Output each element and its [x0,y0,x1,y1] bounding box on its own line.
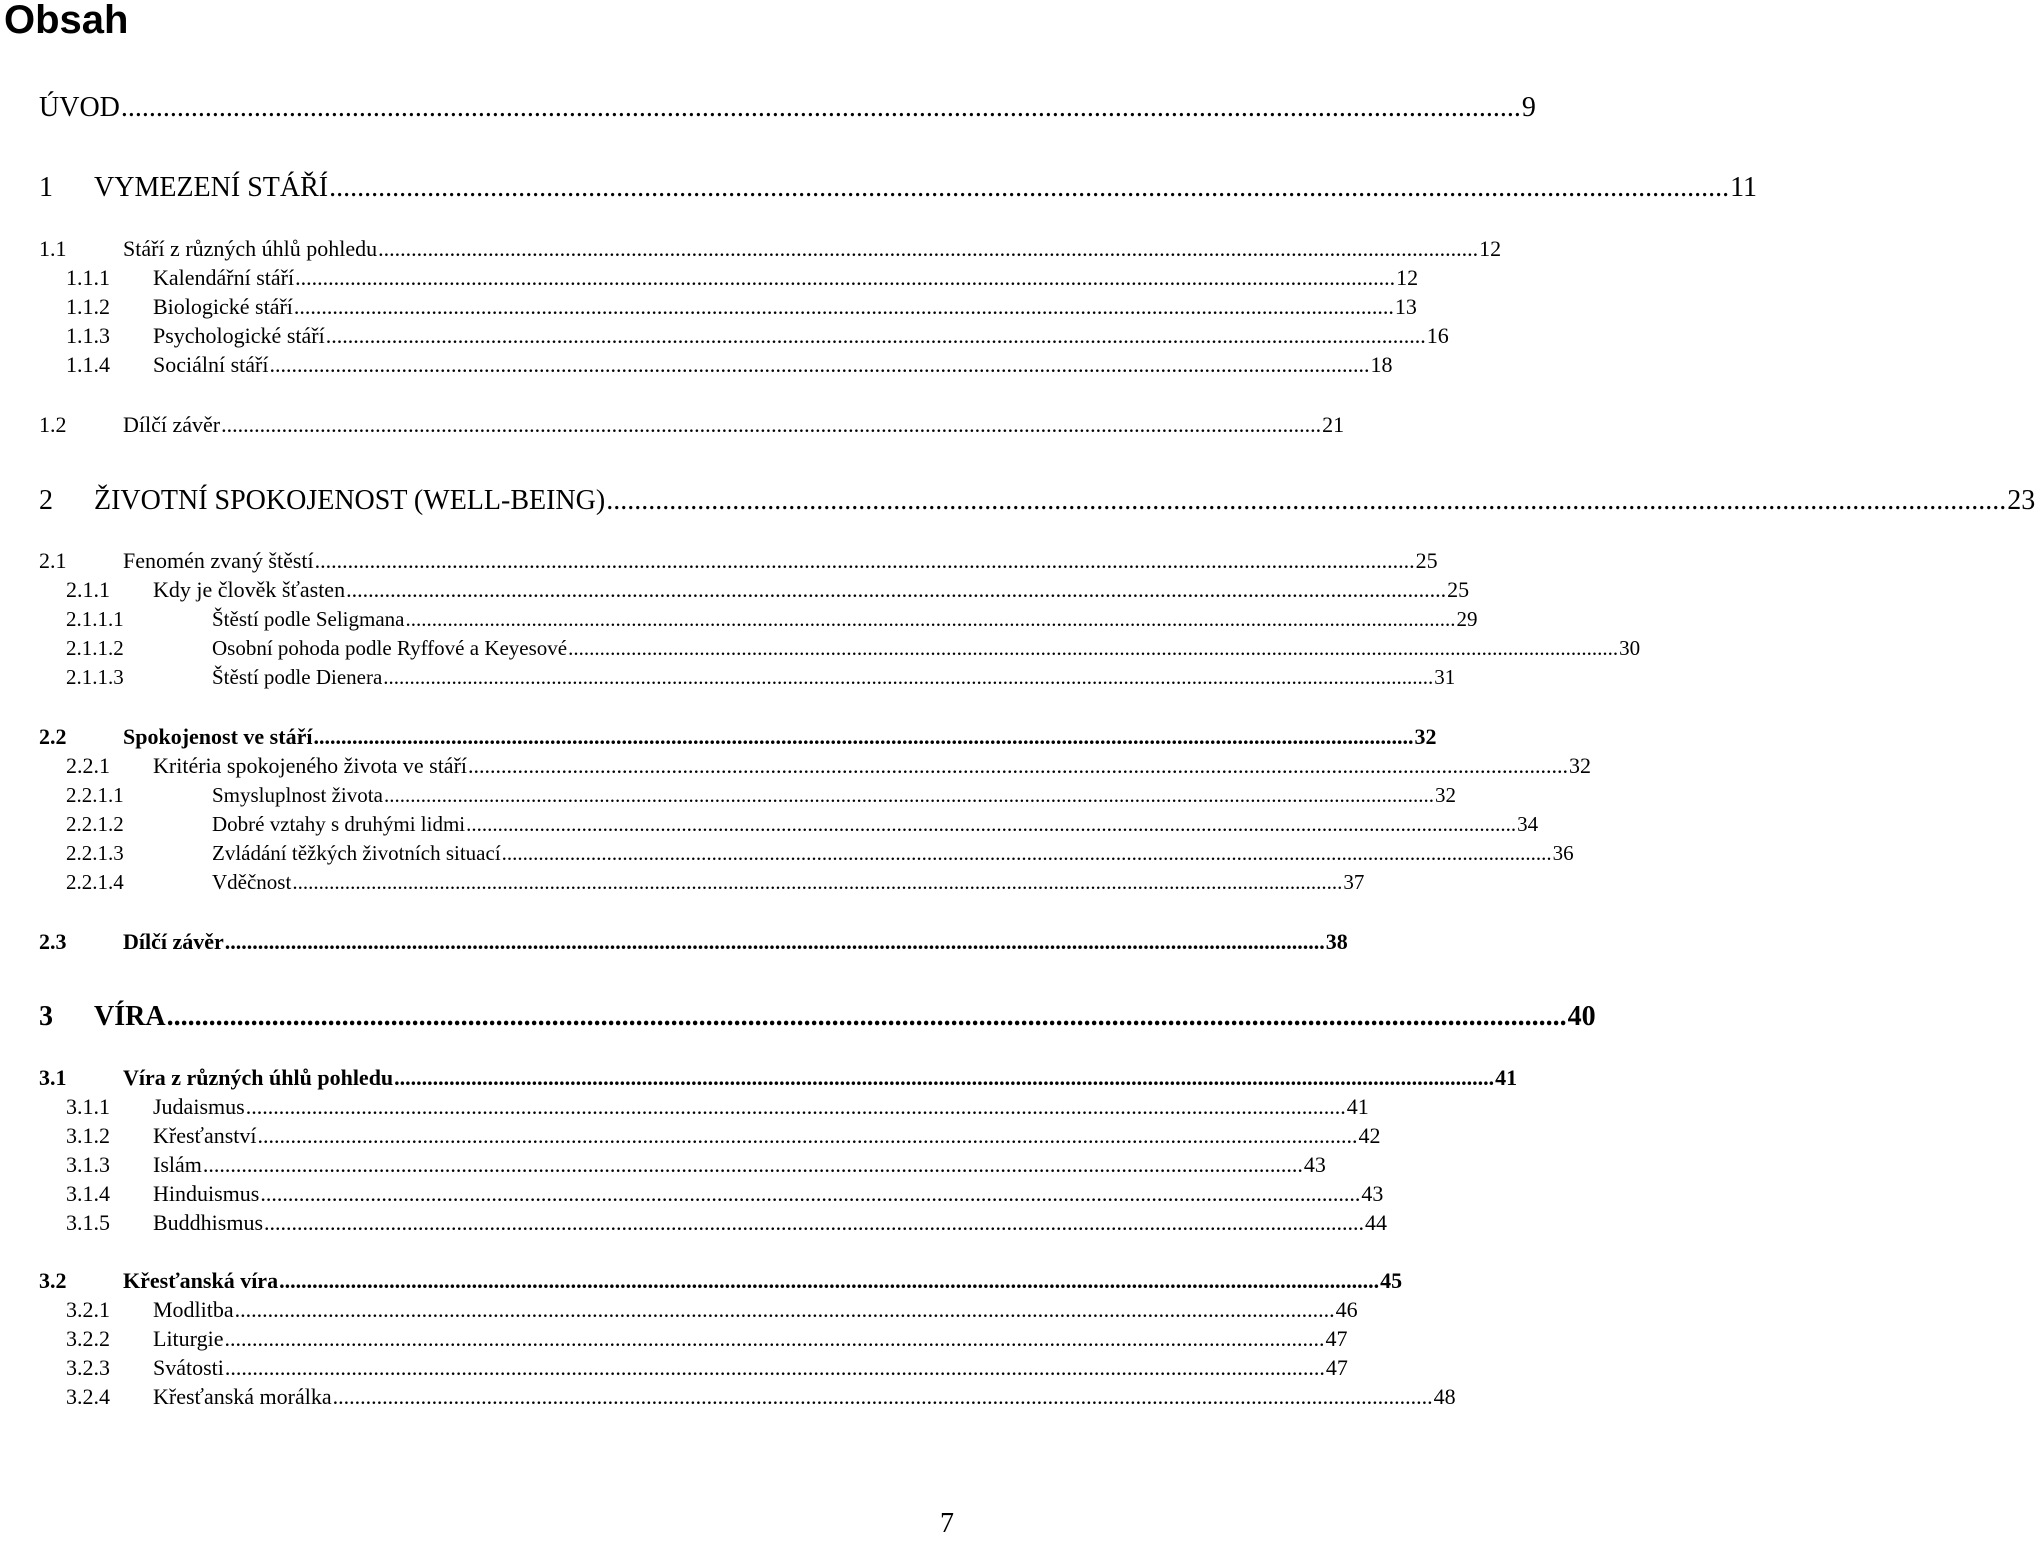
toc-entry-number: 2.1.1.2 [66,636,124,660]
toc-entry-section-3-2[interactable] [0,1264,1403,1294]
toc-entry-title: Hinduismus [153,1181,260,1206]
dot-leader: ........................................................................................................................................................................................................ [279,1268,1380,1293]
toc-entry-page: 29 [1456,607,1478,631]
toc-entry-number: 2.2.1 [66,753,110,778]
toc-entry-number: 2.1.1.1 [66,607,124,631]
toc-entry-number: 3.1.3 [66,1152,110,1177]
toc-entry-page: 44 [1365,1210,1388,1235]
dot-leader: ........................................................................................................................................................................................................ [501,841,1552,865]
toc-entry-page: 21 [1322,412,1345,437]
toc-entry-page: 36 [1552,841,1574,865]
toc-entry-number: 3.2.3 [66,1355,110,1380]
toc-entry-title: Psychologické stáří [153,323,325,348]
toc-entry-number: 3.1 [39,1065,67,1090]
toc-entry-title: Zvládání těžkých životních situací [212,841,501,865]
dot-leader: ........................................................................................................................................................................................................ [394,1065,1495,1090]
toc-entry-section-1-2[interactable] [0,408,1345,438]
toc-entry-page: 41 [1346,1094,1369,1119]
dot-leader: ........................................................................................................................................................................................................ [346,577,1447,602]
toc-entry-chapter-3[interactable] [0,997,1596,1033]
dot-leader: ........................................................................................................................................................................................................ [606,485,2007,516]
dot-leader: ........................................................................................................................................................................................................ [245,1094,1346,1119]
toc-entry-title: Křesťanská víra [123,1268,279,1293]
dot-leader: ........................................................................................................................................................................................................ [224,929,1325,954]
toc-entry-number: 3.1.2 [66,1123,110,1148]
dot-leader: ........................................................................................................................................................................................................ [224,1326,1325,1351]
toc-entry-title: Islám [153,1152,202,1177]
toc-entry-number: 1.1.1 [66,265,110,290]
toc-entry-number: 1 [39,172,53,203]
toc-entry-title: VÍRA [94,1001,166,1032]
toc-entry-title: VYMEZENÍ STÁŘÍ [94,172,329,203]
toc-entry-page: 47 [1325,1326,1348,1351]
toc-entry-title: Spokojenost ve stáří [123,724,313,749]
toc-entry-title: Smysluplnost života [212,783,383,807]
toc-entry-item-2-1-1-3[interactable] [0,660,1456,690]
toc-entry-subsection-3-1-3[interactable] [0,1148,1326,1178]
toc-entry-number: 3.1.4 [66,1181,110,1206]
toc-entry-page: 45 [1380,1268,1403,1293]
toc-entry-number: 2.2 [39,724,67,749]
toc-entry-number: 3.2.1 [66,1297,110,1322]
toc-entry-number: 1.1.3 [66,323,110,348]
toc-entry-title: Modlitba [153,1297,234,1322]
toc-entry-title: Dobré vztahy s druhými lidmi [212,812,466,836]
toc-entry-number: 3.2 [39,1268,67,1293]
dot-leader: ........................................................................................................................................................................................................ [257,1123,1358,1148]
toc-entry-subsection-1-1-4[interactable] [0,348,1393,378]
dot-leader: ........................................................................................................................................................................................................ [293,294,1394,319]
toc-entry-title: Kdy je člověk šťasten [153,577,346,602]
dot-leader: ........................................................................................................................................................................................................ [166,1001,1567,1032]
toc-entry-subsection-1-1-2[interactable] [0,290,1417,320]
toc-entry-section-3-1[interactable] [0,1061,1518,1091]
toc-entry-title: Svátosti [153,1355,224,1380]
dot-leader: ........................................................................................................................................................................................................ [269,352,1370,377]
toc-entry-number: 2.3 [39,929,67,954]
toc-entry-page: 23 [2007,485,2035,516]
dot-leader: ........................................................................................................................................................................................................ [313,724,1414,749]
toc-entry-title: Vděčnost [212,870,292,894]
toc-entry-number: 3.2.2 [66,1326,110,1351]
toc-entry-section-2-3[interactable] [0,925,1348,955]
toc-entry-subsection-3-1-1[interactable] [0,1090,1369,1120]
toc-entry-item-2-2-1-3[interactable] [0,836,1574,866]
toc-entry-chapter-1[interactable] [0,168,1758,204]
toc-entry-page: 11 [1730,172,1758,203]
dot-leader: ........................................................................................................................................................................................................ [468,753,1569,778]
toc-entry-title: Víra z různých úhlů pohledu [123,1065,394,1090]
toc-entry-number: 1.2 [39,412,67,437]
dot-leader: ........................................................................................................................................................................................................ [325,323,1426,348]
toc-entry-page: 48 [1433,1384,1456,1409]
toc-entry-item-2-1-1-1[interactable] [0,602,1478,632]
toc-entry-title: Dílčí závěr [123,412,221,437]
dot-leader: ........................................................................................................................................................................................................ [332,1384,1433,1409]
toc-entry-intro[interactable] [0,88,1536,124]
dot-leader: ........................................................................................................................................................................................................ [264,1210,1365,1235]
dot-leader: ........................................................................................................................................................................................................ [466,812,1517,836]
toc-entry-page: 42 [1358,1123,1381,1148]
toc-entry-page: 40 [1567,1001,1596,1032]
toc-entry-item-2-1-1-2[interactable] [0,631,1641,661]
toc-entry-number: 2.2.1.1 [66,783,124,807]
toc-entry-number: 2.2.1.4 [66,870,124,894]
toc-entry-page: 25 [1447,577,1470,602]
toc-entry-page: 32 [1414,724,1437,749]
dot-leader: ........................................................................................................................................................................................................ [295,265,1396,290]
toc-entry-title: Dílčí závěr [123,929,224,954]
toc-entry-page: 47 [1325,1355,1348,1380]
toc-entry-number: 2.2.1.3 [66,841,124,865]
toc-entry-item-2-2-1-2[interactable] [0,807,1539,837]
toc-entry-number: 1.1.4 [66,352,110,377]
toc-entry-title: Kalendářní stáří [153,265,295,290]
toc-entry-subsection-1-1-1[interactable] [0,261,1419,291]
toc-entry-subsection-2-1-1[interactable] [0,573,1470,603]
toc-entry-subsection-3-1-2[interactable] [0,1119,1381,1149]
toc-entry-page: 13 [1394,294,1417,319]
toc-entry-title: Fenomén zvaný štěstí [123,548,314,573]
toc-entry-title: Judaismus [153,1094,245,1119]
toc-entry-title: Štěstí podle Dienera [212,665,383,689]
toc-entry-number: 2.1.1 [66,577,110,602]
toc-entry-title: ÚVOD [39,92,120,123]
page-title: Obsah [4,0,129,42]
toc-entry-number: 1.1 [39,236,67,261]
toc-entry-title: Stáří z různých úhlů pohledu [123,236,378,261]
toc-entry-subsection-3-2-3[interactable] [0,1351,1348,1381]
toc-entry-title: Buddhismus [153,1210,264,1235]
toc-entry-page: 12 [1479,236,1502,261]
toc-entry-subsection-3-1-5[interactable] [0,1206,1388,1236]
toc-entry-subsection-3-2-2[interactable] [0,1322,1348,1352]
toc-entry-section-2-1[interactable] [0,544,1438,574]
toc-entry-section-2-2[interactable] [0,720,1437,750]
dot-leader: ........................................................................................................................................................................................................ [314,548,1415,573]
toc-entry-page: 37 [1343,870,1365,894]
toc-entry-title: Kritéria spokojeného života ve stáří [153,753,468,778]
dot-leader: ........................................................................................................................................................................................................ [292,870,1343,894]
toc-entry-item-2-2-1-1[interactable] [0,778,1456,808]
toc-entry-page: 32 [1434,783,1456,807]
dot-leader: ........................................................................................................................................................................................................ [120,92,1521,123]
toc-entry-title: Osobní pohoda podle Ryffové a Keyesové [212,636,568,660]
toc-entry-page: 34 [1517,812,1539,836]
toc-entry-page: 41 [1495,1065,1518,1090]
page-number: 7 [940,1508,954,1539]
dot-leader: ........................................................................................................................................................................................................ [383,783,1434,807]
toc-entry-number: 3.1.5 [66,1210,110,1235]
toc-entry-page: 43 [1303,1152,1326,1177]
toc-entry-page: 32 [1569,753,1592,778]
toc-entry-subsection-3-1-4[interactable] [0,1177,1384,1207]
toc-entry-number: 2.2.1.2 [66,812,124,836]
toc-entry-page: 12 [1396,265,1419,290]
dot-leader: ........................................................................................................................................................................................................ [329,172,1730,203]
toc-entry-number: 3.2.4 [66,1384,110,1409]
toc-entry-page: 46 [1335,1297,1358,1322]
dot-leader: ........................................................................................................................................................................................................ [383,665,1434,689]
toc-entry-page: 25 [1415,548,1438,573]
toc-entry-number: 3 [39,1001,53,1032]
toc-entry-page: 30 [1619,636,1641,660]
toc-entry-number: 3.1.1 [66,1094,110,1119]
toc-entry-title: Štěstí podle Seligmana [212,607,405,631]
dot-leader: ........................................................................................................................................................................................................ [378,236,1479,261]
toc-entry-subsection-3-2-1[interactable] [0,1293,1358,1323]
toc-entry-subsection-2-2-1[interactable] [0,749,1592,779]
toc-entry-title: ŽIVOTNÍ SPOKOJENOST (WELL-BEING) [94,485,606,516]
dot-leader: ........................................................................................................................................................................................................ [405,607,1456,631]
toc-entry-item-2-2-1-4[interactable] [0,865,1365,895]
toc-entry-page: 38 [1325,929,1348,954]
dot-leader: ........................................................................................................................................................................................................ [224,1355,1325,1380]
toc-entry-number: 2.1.1.3 [66,665,124,689]
toc-entry-title: Liturgie [153,1326,224,1351]
toc-entry-page: 31 [1434,665,1456,689]
toc-entry-section-1-1[interactable] [0,232,1502,262]
toc-entry-page: 18 [1370,352,1393,377]
toc-entry-page: 43 [1361,1181,1384,1206]
toc-entry-title: Křesťanství [153,1123,257,1148]
dot-leader: ........................................................................................................................................................................................................ [234,1297,1335,1322]
toc-entry-title: Křesťanská morálka [153,1384,332,1409]
toc-entry-subsection-3-2-4[interactable] [0,1380,1456,1410]
toc-entry-page: 16 [1426,323,1449,348]
toc-entry-chapter-2[interactable] [0,481,2035,517]
toc-entry-page: 9 [1521,92,1536,123]
toc-entry-number: 1.1.2 [66,294,110,319]
toc-entry-title: Sociální stáří [153,352,269,377]
toc-entry-number: 2.1 [39,548,67,573]
dot-leader: ........................................................................................................................................................................................................ [568,636,1619,660]
dot-leader: ........................................................................................................................................................................................................ [202,1152,1303,1177]
toc-entry-number: 2 [39,485,53,516]
toc-entry-title: Biologické stáří [153,294,293,319]
dot-leader: ........................................................................................................................................................................................................ [260,1181,1361,1206]
toc-entry-subsection-1-1-3[interactable] [0,319,1449,349]
dot-leader: ........................................................................................................................................................................................................ [221,412,1322,437]
